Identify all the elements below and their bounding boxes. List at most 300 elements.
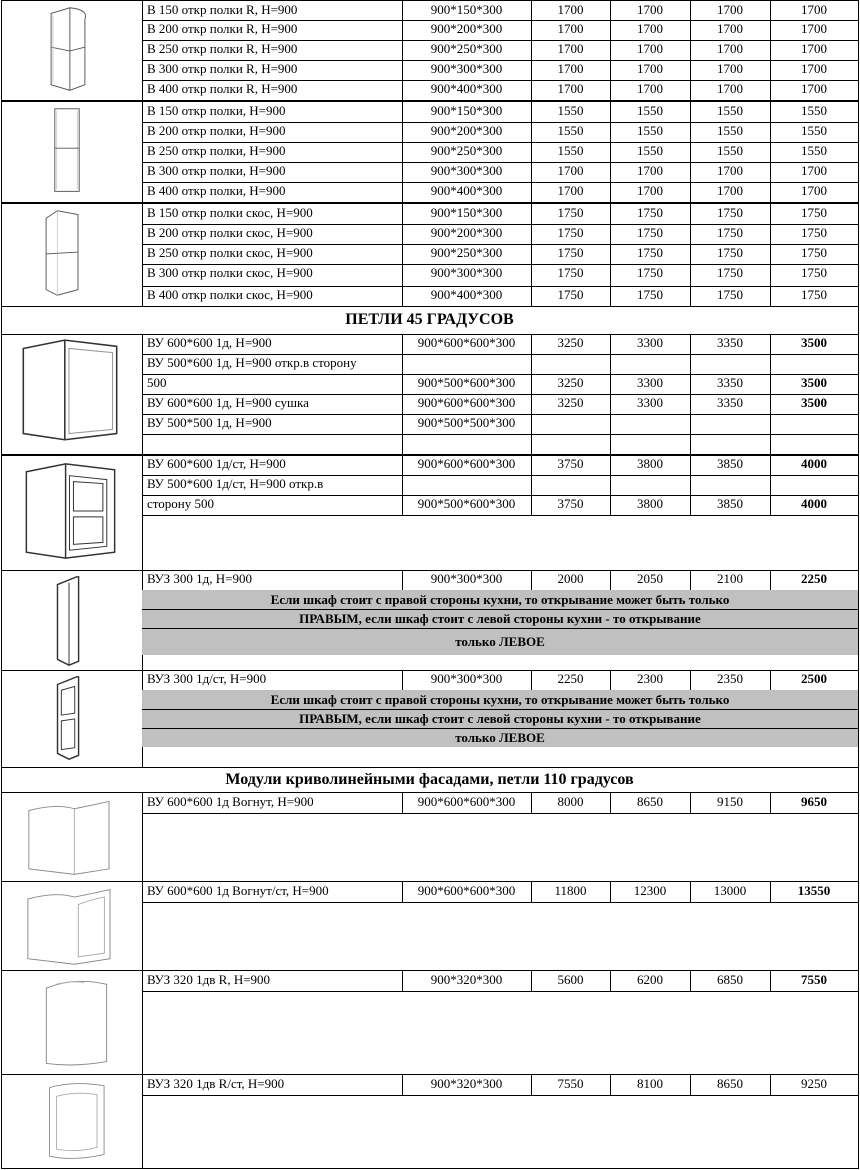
cell-name: В 300 откр полки, H=900 <box>147 163 286 178</box>
cell-price3: 1750 <box>717 245 743 260</box>
cell-price4: 1700 <box>801 41 827 56</box>
grid-line <box>690 60 691 81</box>
cell-price2: 1700 <box>637 183 663 198</box>
grid-line <box>770 414 771 435</box>
cell-price2: 1700 <box>637 163 663 178</box>
cell-price3: 1700 <box>717 163 743 178</box>
cell-price2: 1700 <box>637 81 663 96</box>
grid-line <box>531 204 532 225</box>
cell-price1: 1700 <box>557 61 584 76</box>
cell-price1: 1700 <box>557 21 584 36</box>
grid-line <box>610 244 611 265</box>
grid-line <box>531 264 532 287</box>
cell-price3 <box>690 414 770 434</box>
cell-price2: 1700 <box>637 61 663 76</box>
cell-price3: 1700 <box>717 2 743 17</box>
grid-line <box>770 162 771 183</box>
cell-price1 <box>531 354 610 374</box>
cell-size: 900*500*600*300 <box>417 375 516 390</box>
grid-line <box>142 991 859 992</box>
grid-line <box>610 20 611 41</box>
cell-price2 <box>610 414 690 434</box>
grid-line <box>610 102 611 123</box>
cell-price3: 2100 <box>717 571 743 586</box>
grid-line <box>531 434 532 455</box>
grid-line <box>142 609 859 610</box>
grid-line <box>1 0 2 1169</box>
grid-line <box>402 60 403 81</box>
cell-price1: 1750 <box>557 265 584 280</box>
grid-line <box>690 204 691 225</box>
cell-price3: 8650 <box>717 1076 743 1091</box>
grid-line <box>402 142 403 163</box>
cell-size: 900*600*600*300 <box>417 335 516 350</box>
grid-line <box>770 264 771 287</box>
grid-line <box>610 224 611 245</box>
cell-price3: 3350 <box>717 335 743 350</box>
cell-price4: 1550 <box>801 103 827 118</box>
grid-line <box>531 1 532 21</box>
cell-price4 <box>770 414 858 434</box>
grid-line <box>402 882 403 903</box>
cell-price3: 3350 <box>717 375 743 390</box>
cell-price1: 1550 <box>557 103 584 118</box>
cell-price4: 9650 <box>801 794 827 809</box>
grid-line <box>142 434 859 435</box>
cell-price3: 3350 <box>717 395 743 410</box>
grid-line <box>770 122 771 143</box>
cell-price1: 1550 <box>557 123 584 138</box>
cell-size: 900*320*300 <box>430 1076 503 1091</box>
cell-price3: 1700 <box>717 21 743 36</box>
cell-price4: 1750 <box>801 265 827 280</box>
cell-price3 <box>690 475 770 495</box>
cell-price1: 1700 <box>557 183 584 198</box>
grid-line <box>402 971 403 992</box>
cell-price4: 9250 <box>801 1076 827 1091</box>
grid-line <box>531 80 532 101</box>
grid-line <box>531 142 532 163</box>
cell-size: 900*250*300 <box>430 41 503 56</box>
grid-line <box>531 971 532 992</box>
grid-line <box>770 570 771 591</box>
cell-name: ВУЗ 300 1д, H=900 <box>147 571 252 586</box>
grid-line <box>690 570 691 591</box>
cell-price4 <box>770 354 858 374</box>
cell-size <box>402 475 531 495</box>
grid-line <box>402 1 403 21</box>
cell-name: В 150 откр полки, H=900 <box>147 103 286 118</box>
cell-price2: 1550 <box>637 143 663 158</box>
grid-line <box>610 793 611 814</box>
cell-name: В 300 откр полки скос, H=900 <box>147 265 313 280</box>
grid-line <box>531 334 532 355</box>
cell-price3: 1550 <box>717 123 743 138</box>
cell-size: 900*200*300 <box>430 225 503 240</box>
grid-line <box>402 40 403 61</box>
grid-line <box>402 570 403 591</box>
grid-line <box>610 286 611 307</box>
cell-price1: 7550 <box>557 1076 584 1091</box>
cell-size: 900*150*300 <box>430 205 503 220</box>
grid-line <box>690 971 691 992</box>
cell-size: 900*300*300 <box>430 163 503 178</box>
grid-line <box>402 122 403 143</box>
corner-cabinet-door-icon <box>4 336 136 446</box>
cell-size: 900*250*300 <box>430 143 503 158</box>
cell-price1: 1750 <box>557 205 584 220</box>
cell-price3: 9150 <box>717 794 743 809</box>
grid-line <box>402 244 403 265</box>
cell-name: В 400 откр полки, H=900 <box>147 183 286 198</box>
grid-line <box>690 264 691 287</box>
grid-line <box>531 670 532 691</box>
grid-line <box>531 224 532 245</box>
grid-line <box>531 162 532 183</box>
cell-price3 <box>690 354 770 374</box>
grid-line <box>531 122 532 143</box>
cell-size: 900*600*600*300 <box>417 883 516 898</box>
cell-price4: 1700 <box>801 81 827 96</box>
cell-name: В 200 откр полки R, H=900 <box>147 21 298 36</box>
grid-line <box>610 1075 611 1096</box>
cell-price3: 1700 <box>717 61 743 76</box>
cell-size: 900*400*300 <box>430 287 503 302</box>
grid-line <box>402 374 403 395</box>
cell-name: В 150 откр полки скос, H=900 <box>147 205 313 220</box>
grid-line <box>142 515 859 516</box>
open-shelf-rounded-cabinet-icon <box>18 4 118 96</box>
cell-price4: 1750 <box>801 225 827 240</box>
grid-line <box>770 793 771 814</box>
grid-line <box>770 455 771 476</box>
cell-price2: 8100 <box>637 1076 663 1091</box>
grid-line <box>531 244 532 265</box>
grid-line <box>531 354 532 375</box>
grid-line <box>690 80 691 101</box>
grid-line <box>770 244 771 265</box>
grid-line <box>402 204 403 225</box>
curved-end-cabinet-icon <box>6 973 130 1071</box>
grid-line <box>690 244 691 265</box>
grid-line <box>690 495 691 516</box>
cell-price4: 1750 <box>801 287 827 302</box>
cell-size: 900*400*300 <box>430 81 503 96</box>
grid-line <box>770 182 771 203</box>
grid-line <box>610 394 611 415</box>
cell-name: 500 <box>147 375 167 390</box>
grid-line <box>690 102 691 123</box>
cell-size: 900*300*300 <box>430 265 503 280</box>
cell-price2: 1750 <box>637 287 663 302</box>
cell-price3: 13000 <box>713 883 747 898</box>
grid-line <box>690 224 691 245</box>
concave-corner-cabinet-glass-icon <box>6 884 130 968</box>
cell-size: 900*300*300 <box>430 671 503 686</box>
grid-line <box>770 434 771 455</box>
cell-price1: 3250 <box>557 395 584 410</box>
grid-line <box>402 1075 403 1096</box>
grid-line <box>690 334 691 355</box>
note-line: Если шкаф стоит с правой стороны кухни, то открывание может быть только <box>142 590 858 609</box>
cell-size: 900*200*300 <box>430 21 503 36</box>
grid-line <box>402 80 403 101</box>
cell-price4: 1750 <box>801 205 827 220</box>
grid-line <box>610 374 611 395</box>
grid-line <box>610 162 611 183</box>
cell-name: В 200 откр полки скос, H=900 <box>147 225 313 240</box>
cell-size: 900*400*300 <box>430 183 503 198</box>
grid-line <box>531 414 532 435</box>
grid-line <box>142 1095 859 1096</box>
cell-price2 <box>610 354 690 374</box>
cell-price1: 1700 <box>557 81 584 96</box>
grid-line <box>402 434 403 455</box>
cell-price1: 1700 <box>557 41 584 56</box>
grid-line <box>770 60 771 81</box>
cell-price2: 1700 <box>637 21 663 36</box>
cell-price2: 3300 <box>637 395 663 410</box>
cell-price2: 6200 <box>637 972 663 987</box>
grid-line <box>142 709 859 710</box>
grid-line <box>142 628 859 629</box>
grid-line <box>690 374 691 395</box>
grid-line <box>690 793 691 814</box>
cell-name: В 250 откр полки R, H=900 <box>147 41 298 56</box>
cell-size: 900*150*300 <box>430 2 503 17</box>
grid-line <box>402 162 403 183</box>
grid-line <box>531 495 532 516</box>
grid-line <box>531 793 532 814</box>
cell-price3: 1750 <box>717 225 743 240</box>
grid-line <box>770 286 771 307</box>
cell-price2: 1700 <box>637 2 663 17</box>
grid-line <box>402 354 403 375</box>
grid-line <box>770 204 771 225</box>
grid-line <box>402 495 403 516</box>
grid-line <box>402 475 403 496</box>
cell-price1 <box>531 414 610 434</box>
grid-line <box>531 182 532 203</box>
cell-price1: 1700 <box>557 2 584 17</box>
grid-line <box>402 264 403 287</box>
grid-line <box>610 570 611 591</box>
cell-name: В 300 откр полки R, H=900 <box>147 61 298 76</box>
grid-line <box>610 414 611 435</box>
grid-line <box>690 142 691 163</box>
grid-line <box>402 793 403 814</box>
grid-line <box>610 142 611 163</box>
grid-line <box>858 0 859 1169</box>
end-cabinet-door-icon <box>24 573 114 669</box>
grid-line <box>690 20 691 41</box>
grid-line <box>770 334 771 355</box>
grid-line <box>690 162 691 183</box>
grid-line <box>610 475 611 496</box>
cell-price1: 3750 <box>557 456 584 471</box>
grid-line <box>690 1 691 21</box>
cell-name: ВУ 600*600 1д, H=900 <box>147 335 272 350</box>
grid-line <box>142 813 859 814</box>
grid-line <box>690 286 691 307</box>
cell-price3: 1550 <box>717 103 743 118</box>
grid-line <box>402 670 403 691</box>
grid-line <box>142 902 859 903</box>
grid-line <box>690 882 691 903</box>
section-header: ПЕТЛИ 45 ГРАДУСОВ <box>345 311 514 328</box>
grid-line <box>1 1168 859 1169</box>
cell-name: В 250 откр полки скос, H=900 <box>147 245 313 260</box>
grid-line <box>402 414 403 435</box>
cell-price4: 1750 <box>801 245 827 260</box>
grid-line <box>770 102 771 123</box>
cell-name: ВУ 600*600 1д, H=900 сушка <box>147 395 309 410</box>
cell-price3: 1750 <box>717 265 743 280</box>
cell-price3: 1700 <box>717 81 743 96</box>
cell-size: 900*300*300 <box>430 61 503 76</box>
cell-price4: 4000 <box>801 456 827 471</box>
cell-price1: 5600 <box>557 972 584 987</box>
cell-name: ВУЗ 320 1дв R/ст, H=900 <box>147 1076 285 1091</box>
cell-price4: 1700 <box>801 163 827 178</box>
end-cabinet-glass-door-icon <box>24 673 114 763</box>
grid-line <box>402 394 403 415</box>
cell-size: 900*600*600*300 <box>417 456 516 471</box>
cell-price1: 1750 <box>557 245 584 260</box>
open-shelf-cabinet-icon <box>22 105 112 197</box>
cell-name: ВУ 600*600 1д Вогнут, H=900 <box>147 794 314 809</box>
grid-line <box>531 40 532 61</box>
cell-size <box>402 354 531 374</box>
grid-line <box>690 122 691 143</box>
cell-price2: 3300 <box>637 335 663 350</box>
grid-line <box>690 434 691 455</box>
cell-price2: 3800 <box>637 496 663 511</box>
grid-line <box>531 455 532 476</box>
cell-price2: 1550 <box>637 123 663 138</box>
note-line: Если шкаф стоит с правой стороны кухни, то открывание может быть только <box>142 690 858 709</box>
cell-size: 900*300*300 <box>430 571 503 586</box>
grid-line <box>531 20 532 41</box>
cell-price4: 1700 <box>801 61 827 76</box>
corner-cabinet-glass-door-icon <box>8 460 133 564</box>
grid-line <box>770 142 771 163</box>
grid-line <box>770 224 771 245</box>
cell-price2: 1550 <box>637 103 663 118</box>
cell-price3: 2350 <box>717 671 743 686</box>
cell-price1: 1750 <box>557 287 584 302</box>
cell-name: ВУЗ 320 1дв R, H=900 <box>147 972 271 987</box>
grid-line <box>690 670 691 691</box>
cell-price4: 7550 <box>801 972 827 987</box>
cell-price4: 1700 <box>801 2 827 17</box>
grid-line <box>770 374 771 395</box>
concave-corner-cabinet-icon <box>6 796 130 878</box>
open-shelf-bevel-cabinet-icon <box>18 207 108 299</box>
cell-price2: 2300 <box>637 671 663 686</box>
cell-price3: 1750 <box>717 205 743 220</box>
cell-price2: 1700 <box>637 41 663 56</box>
cell-price2: 8650 <box>637 794 663 809</box>
cell-price1: 3750 <box>557 496 584 511</box>
grid-line <box>770 394 771 415</box>
grid-line <box>610 204 611 225</box>
cell-price2: 1750 <box>637 265 663 280</box>
grid-line <box>610 60 611 81</box>
cell-price3: 3850 <box>717 456 743 471</box>
cell-size: 900*150*300 <box>430 103 503 118</box>
cell-price1: 8000 <box>557 794 584 809</box>
grid-line <box>690 475 691 496</box>
grid-line <box>610 40 611 61</box>
curved-end-cabinet-glass-icon <box>6 1077 130 1165</box>
cell-name: В 400 откр полки скос, H=900 <box>147 287 313 302</box>
cell-size: 900*500*500*300 <box>417 415 516 430</box>
cell-price3: 1550 <box>717 143 743 158</box>
cell-price3: 3850 <box>717 496 743 511</box>
cell-price4: 13550 <box>797 883 831 898</box>
cell-price2: 1750 <box>637 225 663 240</box>
grid-line <box>690 455 691 476</box>
cell-name: сторону 500 <box>147 496 214 511</box>
grid-line <box>770 495 771 516</box>
cell-price1 <box>531 475 610 495</box>
grid-line <box>402 20 403 41</box>
grid-line <box>770 40 771 61</box>
cell-price1: 11800 <box>554 883 587 898</box>
grid-line <box>531 1075 532 1096</box>
grid-line <box>770 1 771 21</box>
cell-price4: 1700 <box>801 183 827 198</box>
cell-price1: 3250 <box>557 375 584 390</box>
cell-price4 <box>770 475 858 495</box>
grid-line <box>402 102 403 123</box>
note-line: ПРАВЫМ, если шкаф стоит с левой стороны кухни - то открывание <box>142 609 858 628</box>
cell-price4: 3500 <box>801 395 827 410</box>
grid-line <box>610 882 611 903</box>
grid-line <box>610 80 611 101</box>
grid-line <box>690 394 691 415</box>
cell-price4: 1700 <box>801 21 827 36</box>
grid-line <box>770 20 771 41</box>
grid-line <box>610 670 611 691</box>
grid-line <box>610 122 611 143</box>
grid-line <box>402 286 403 307</box>
cell-size: 900*320*300 <box>430 972 503 987</box>
cell-price4: 3500 <box>801 375 827 390</box>
cell-name: В 200 откр полки, H=900 <box>147 123 286 138</box>
cell-size: 900*250*300 <box>430 245 503 260</box>
cell-price4: 1550 <box>801 143 827 158</box>
grid-line <box>531 570 532 591</box>
grid-line <box>531 394 532 415</box>
cell-size: 900*600*600*300 <box>417 794 516 809</box>
cell-price2: 12300 <box>633 883 667 898</box>
grid-line <box>610 434 611 455</box>
cell-price4: 3500 <box>801 335 827 350</box>
grid-line <box>531 286 532 307</box>
cell-price1: 3250 <box>557 335 584 350</box>
grid-line <box>610 354 611 375</box>
grid-line <box>610 971 611 992</box>
note-line: только ЛЕВОЕ <box>142 728 858 747</box>
grid-line <box>531 475 532 496</box>
cell-name: В 150 откр полки R, H=900 <box>147 2 298 17</box>
cell-size: 900*200*300 <box>430 123 503 138</box>
grid-line <box>610 1 611 21</box>
cell-price4: 4000 <box>801 496 827 511</box>
cell-name: ВУ 500*500 1д, H=900 <box>147 415 272 430</box>
